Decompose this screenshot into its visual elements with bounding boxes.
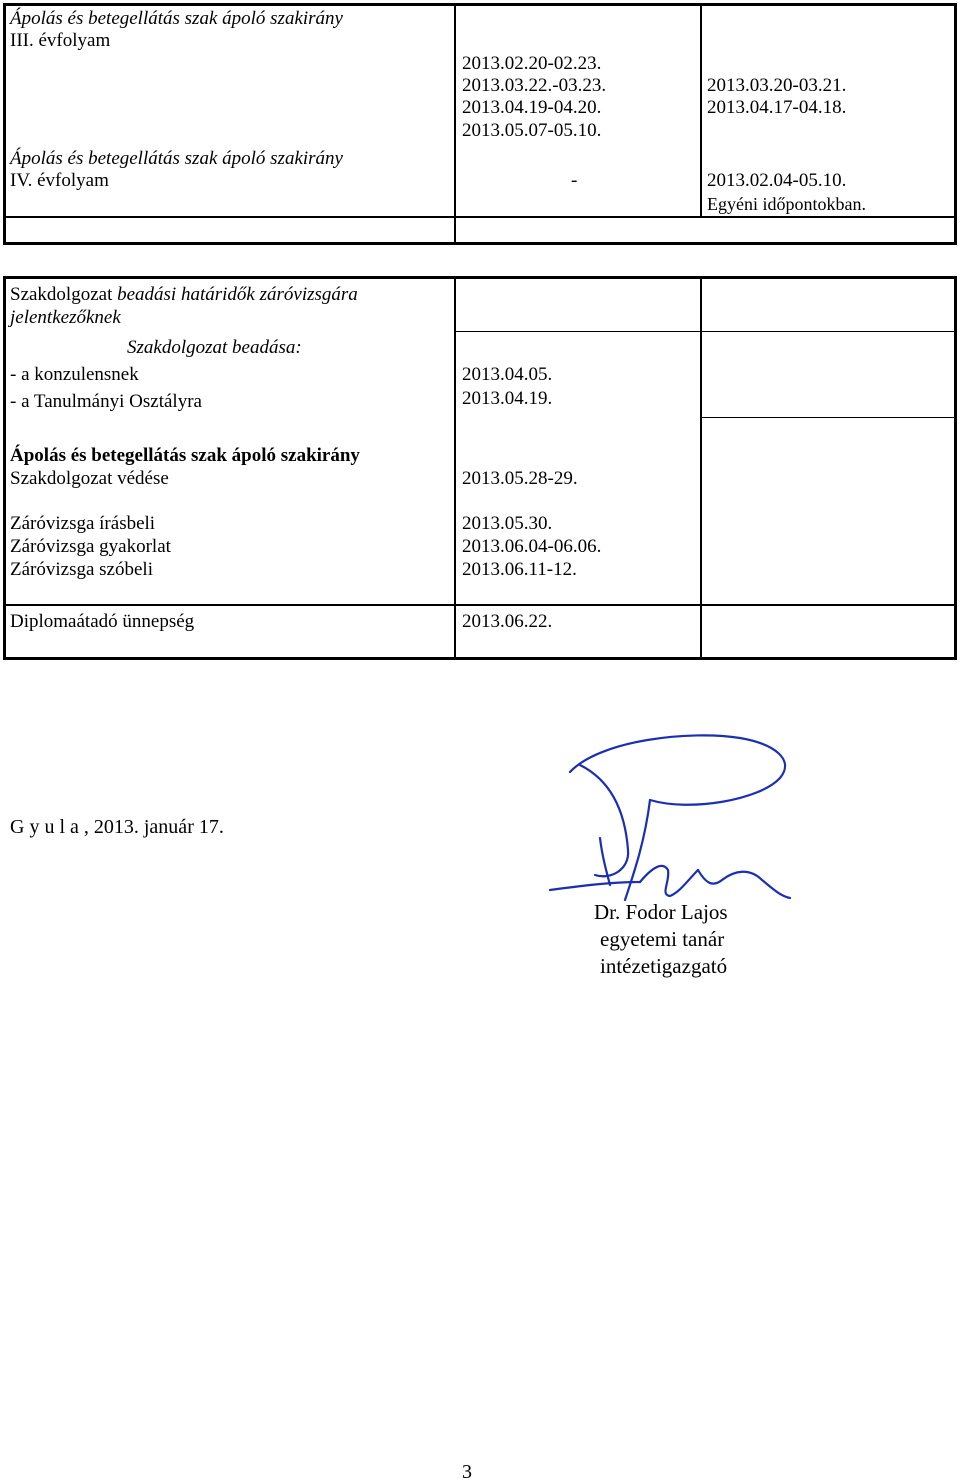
table1-empty-row-divider [454,216,456,245]
table2-col3-line [700,417,957,418]
table1-divider-1 [454,3,456,245]
table1-divider-2 [700,3,702,218]
defense-date: 2013.05.28-29. [462,468,578,489]
table2-header-line [454,331,957,332]
defense-label: Szakdolgozat védése [10,468,169,489]
row3-title: Ápolás és betegellátás szak ápoló szakirány [10,8,343,29]
deadline-heading-line2: jelentkezőknek [10,307,121,328]
ceremony-label: Diplomaátadó ünnepség [10,611,195,632]
row4-col3-note: Egyéni időpontokban. [707,194,866,214]
row4-year: IV. évfolyam [10,170,109,191]
exam-label: Záróvizsga szóbeli [10,559,153,580]
table1-bottom-row-line [3,216,957,218]
deadline-heading [10,284,358,306]
row3-year: III. évfolyam [10,30,111,51]
signer-name: Dr. Fodor Lajos [594,900,728,924]
deadline-heading-bold: Szakdolgozat [10,284,113,305]
signer-title: egyetemi tanár [600,927,725,951]
signer-position: intézetigazgató [600,954,728,978]
row3-col2-date-4: 2013.05.07-05.10. [462,120,602,141]
submission-label: Szakdolgozat beadása: [127,337,302,358]
table2-divider-1 [454,276,456,660]
submission-item-label: - a konzulensnek [10,364,139,385]
exam-label: Záróvizsga gyakorlat [10,536,171,557]
exam-date: 2013.05.30. [462,513,553,534]
row3-col2-date-3: 2013.04.19-04.20. [462,97,602,118]
deadline-heading-italic: beadási határidők záróvizsgára [112,284,358,305]
row4-col2-dash: - [571,170,578,191]
row3-col2-date-1: 2013.02.20-02.23. [462,53,602,74]
section-title: Ápolás és betegellátás szak ápoló szakirány [10,445,360,466]
page-number: 3 [462,1461,472,1483]
exam-date: 2013.06.04-06.06. [462,536,602,557]
handwritten-signature [540,720,800,920]
table2-divider-2 [700,276,702,660]
submission-item-date: 2013.04.19. [462,388,553,409]
exam-label: Záróvizsga írásbeli [10,513,156,534]
exam-date: 2013.06.11-12. [462,559,577,580]
submission-item-date: 2013.04.05. [462,364,553,385]
row4-title: Ápolás és betegellátás szak ápoló szakirány [10,148,343,169]
table2-ceremony-line [3,604,957,606]
row4-col3-date: 2013.02.04-05.10. [707,170,847,191]
row3-col2-date-2: 2013.03.22.-03.23. [462,75,607,96]
submission-item-label: - a Tanulmányi Osztályra [10,391,202,412]
ceremony-date: 2013.06.22. [462,611,553,632]
row3-col3-date-2: 2013.04.17-04.18. [707,97,847,118]
row3-col3-date-1: 2013.03.20-03.21. [707,75,847,96]
place-date: G y u l a , 2013. január 17. [10,816,224,838]
